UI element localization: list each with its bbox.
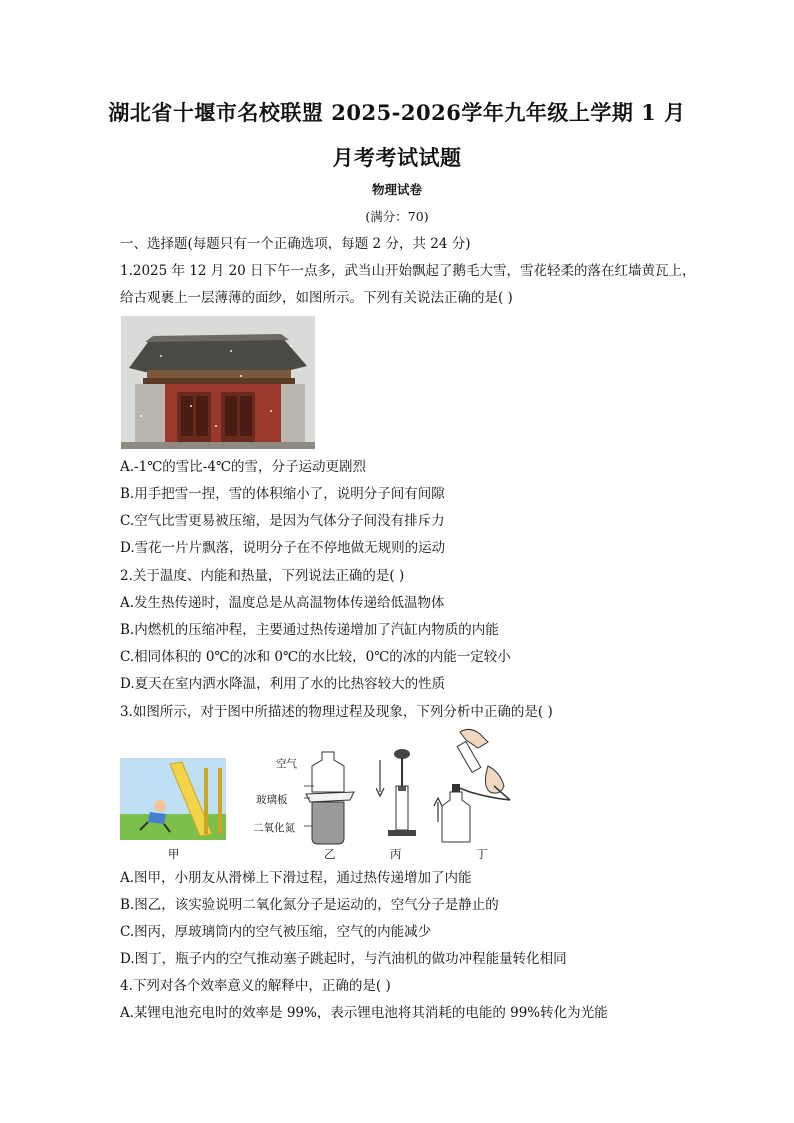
q2-stem: 2.关于温度、内能和热量，下列说法正确的是( ): [120, 568, 405, 584]
q2-option-c: C.相同体积的 0℃的冰和 0℃的水比较，0℃的冰的内能一定较小: [120, 649, 511, 665]
caption-jia: 甲: [168, 847, 180, 861]
exam-title-line1: 湖北省十堰市名校联盟 2025-2026学年九年级上学期 1 月: [108, 100, 686, 125]
label-air: 空气: [276, 758, 297, 770]
section-heading: 一、选择题(每题只有一个正确选项，每题 2 分，共 24 分): [120, 236, 471, 252]
q1-option-d: D.雪花一片片飘落，说明分子在不停地做无规则的运动: [120, 540, 446, 556]
q3-stem: 3.如图所示，对于图中所描述的物理过程及现象，下列分析中正确的是( ): [120, 704, 553, 720]
q2-option-a: A.发生热传递时，温度总是从高温物体传递给低温物体: [120, 595, 445, 611]
exam-full-score: (满分：70): [365, 209, 429, 224]
exam-subject: 物理试卷: [371, 182, 422, 197]
q3-slide-illustration: [120, 758, 226, 840]
label-glass-plate: 玻璃板: [256, 794, 288, 806]
q1-temple-snow-photo: [121, 316, 315, 449]
caption-yi: 乙: [324, 847, 336, 861]
q4-option-a: A.某锂电池充电时的效率是 99%，表示锂电池将其消耗的电能的 99%转化为光能: [120, 1005, 608, 1021]
q2-option-b: B.内燃机的压缩冲程，主要通过热传递增加了汽缸内物质的内能: [120, 622, 499, 638]
caption-bing: 丙: [390, 847, 402, 861]
caption-ding: 丁: [476, 847, 488, 861]
q3-compression-cylinder: [376, 746, 420, 842]
q3-option-c: C.图丙，厚玻璃筒内的空气被压缩，空气的内能减少: [120, 924, 432, 940]
q1-stem-line2: 给古观裹上一层薄薄的面纱，如图所示。下列有关说法正确的是( ): [120, 290, 513, 306]
exam-title-line2: 月考考试试题: [332, 145, 462, 170]
q3-option-b: B.图乙，该实验说明二氧化氮分子是运动的，空气分子是静止的: [120, 897, 499, 913]
q4-stem: 4.下列对各个效率意义的解释中，正确的是( ): [120, 978, 391, 994]
q3-pump-bottle: [430, 726, 522, 844]
q2-option-d: D.夏天在室内洒水降温，利用了水的比热容较大的性质: [120, 676, 446, 692]
q3-diffusion-bottles: [304, 750, 356, 846]
q1-option-a: A.-1℃的雪比-4℃的雪，分子运动更剧烈: [120, 459, 367, 475]
q3-figure-group: [120, 726, 520, 866]
label-no2: 二氧化氮: [253, 822, 295, 834]
q3-option-a: A.图甲，小朋友从滑梯上下滑过程，通过热传递增加了内能: [120, 870, 472, 886]
q3-option-d: D.图丁，瓶子内的空气推动塞子跳起时，与汽油机的做功冲程能量转化相同: [120, 951, 567, 967]
q1-option-c: C.空气比雪更易被压缩，是因为气体分子间没有排斥力: [120, 513, 445, 529]
q1-option-b: B.用手把雪一捏，雪的体积缩小了，说明分子间有间隙: [120, 486, 445, 502]
q1-stem-line1: 1.2025 年 12 月 20 日下午一点多，武当山开始飘起了鹅毛大雪，雪花轻柔的落在红墙黄瓦上，: [120, 263, 696, 279]
